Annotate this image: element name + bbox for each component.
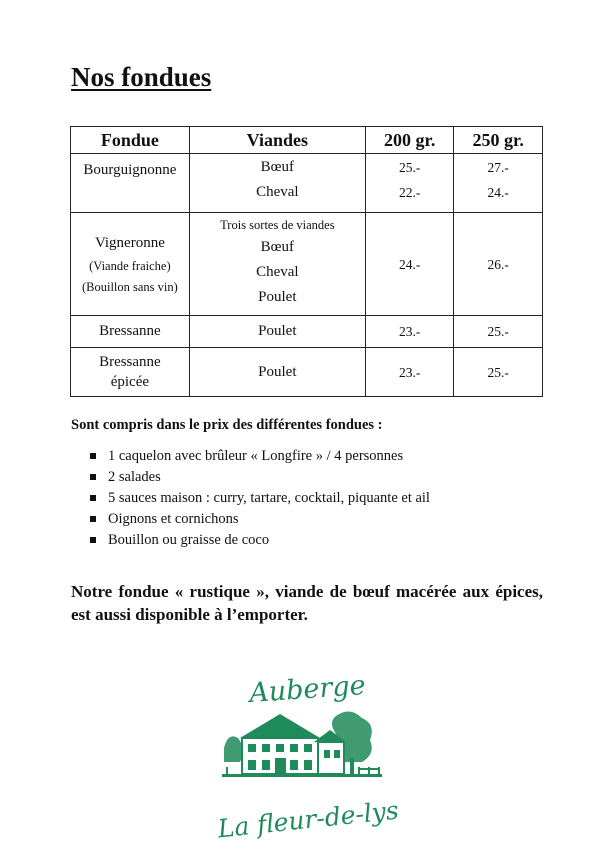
fondue-price-table (70, 126, 543, 397)
price-200-cell (365, 348, 454, 397)
table-row (71, 348, 543, 397)
viande-item: Bœuf (260, 239, 295, 255)
viande-note: Trois sortes de viandes (220, 218, 335, 232)
fondue-name: Vigneronne (94, 234, 165, 251)
viande-item: Cheval (256, 264, 299, 280)
header-viandes: Viandes (189, 127, 365, 154)
price-value: 25.- (398, 160, 421, 175)
fondue-name: épicée (110, 374, 150, 390)
price-200-cell (365, 316, 454, 348)
price-value: 25.- (487, 364, 509, 380)
price-value: 23.- (398, 364, 421, 380)
viande-item: Bœuf (260, 159, 295, 175)
table-header-row (71, 127, 543, 154)
auberge-logo (218, 668, 398, 848)
price-250-cell (454, 348, 543, 397)
header-250g: 250 gr. (454, 127, 543, 154)
header-fondue: Fondue (71, 127, 190, 154)
list-item: 2 salades (90, 467, 430, 488)
price-value: 24.- (398, 256, 421, 272)
price-value: 27.- (487, 160, 509, 175)
included-list (90, 446, 430, 551)
viandes-cell (189, 213, 365, 316)
viande-item: Cheval (256, 184, 299, 200)
included-title: Sont compris dans le prix des différentes fondues : (71, 417, 383, 433)
viande-item: Poulet (258, 363, 297, 380)
viandes-cell (189, 154, 365, 213)
table-row (71, 213, 543, 316)
list-item: Bouillon ou graisse de coco (90, 530, 430, 551)
viande-item: Poulet (258, 289, 297, 305)
auberge-logo-graphic (218, 668, 398, 848)
fondue-name-cell (71, 213, 190, 316)
page-title: Nos fondues (71, 62, 212, 92)
table-row (71, 154, 543, 213)
price-200-cell (365, 154, 454, 213)
fondue-name-cell (71, 348, 190, 397)
price-value: 26.- (487, 256, 509, 272)
list-item: 1 caquelon avec brûleur « Longfire » / 4 personnes (90, 446, 430, 467)
fondue-name: Bressanne (99, 323, 161, 339)
fondue-name-cell (71, 154, 190, 213)
fondue-name: Bressanne (99, 354, 161, 370)
price-250-cell (454, 316, 543, 348)
table-row (71, 316, 543, 348)
price-value: 22.- (398, 185, 421, 200)
price-value: 23.- (398, 324, 421, 339)
rustique-note: Notre fondue « rustique », viande de bœuf macérée aux épices, est aussi disponible à l’emporter. (71, 582, 543, 624)
list-item: Oignons et cornichons (90, 509, 430, 530)
logo-bottom-text: La fleur-de-lys (218, 795, 398, 844)
price-250-cell (454, 213, 543, 316)
viandes-cell (189, 316, 365, 348)
price-value: 25.- (487, 324, 509, 339)
fondue-name-cell (71, 316, 190, 348)
viande-item: Poulet (258, 323, 297, 339)
price-200-cell (365, 213, 454, 316)
header-200g: 200 gr. (365, 127, 454, 154)
fondue-note: (Viande fraiche) (89, 258, 171, 273)
fondue-note: (Bouillon sans vin) (81, 279, 178, 294)
price-250-cell (454, 154, 543, 213)
list-item: 5 sauces maison : curry, tartare, cocktail, piquante et ail (90, 488, 430, 509)
price-value: 24.- (487, 185, 509, 200)
house-icon (222, 711, 382, 777)
viandes-cell (189, 348, 365, 397)
logo-top-text: Auberge (248, 670, 367, 710)
fondue-name: Bourguignonne (83, 162, 177, 178)
